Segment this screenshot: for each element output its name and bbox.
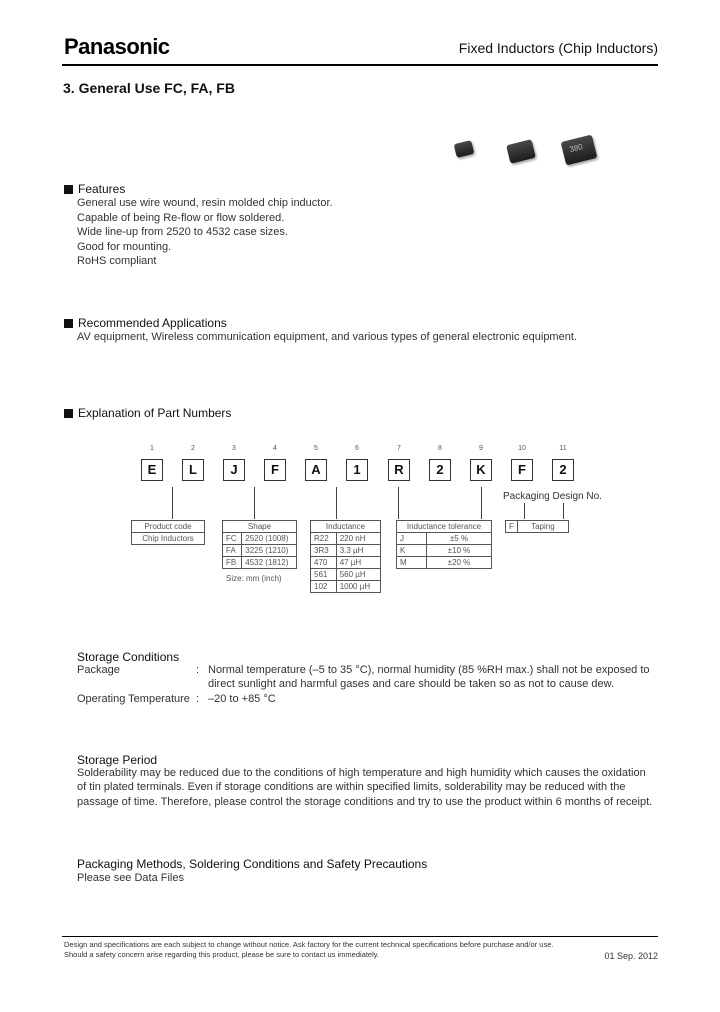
cell: 3225 (1210) (242, 545, 297, 557)
connector-line (172, 487, 173, 519)
position-number: 11 (559, 445, 567, 452)
inductance-table (310, 520, 381, 593)
part-number-char: 2 (429, 459, 451, 481)
operating-temperature-value: –20 to +85 °C (208, 693, 276, 705)
packaging-methods-heading: Packaging Methods, Soldering Conditions and Safety Precautions (77, 857, 428, 871)
shape-table (222, 520, 297, 569)
footer-disclaimer: Design and specifications are each subject to change without notice. Ask factory for the current technical specifications before purchase and/or use. (64, 940, 554, 949)
product-code-table (131, 520, 205, 545)
header-rule (62, 64, 658, 66)
position-number: 5 (314, 445, 318, 452)
section-title: 3. General Use FC, FA, FB (63, 80, 235, 96)
applications-text: AV equipment, Wireless communication equipment, and various types of general electronic equipment. (77, 331, 577, 343)
position-number: 3 (232, 445, 236, 452)
cell: FA (223, 545, 242, 557)
cell: 2520 (1008) (242, 533, 297, 545)
part-numbers-heading: Explanation of Part Numbers (64, 406, 231, 420)
product-image-fb (561, 134, 598, 165)
part-number-char: 2 (552, 459, 574, 481)
cell: 3.3 µH (336, 545, 380, 557)
part-number-char: A (305, 459, 327, 481)
position-number: 8 (438, 445, 442, 452)
connector-line (563, 503, 564, 519)
cell: J (397, 533, 427, 545)
feature-item: Capable of being Re-flow or flow soldered. (77, 211, 285, 224)
cell: FB (223, 557, 242, 569)
feature-item: Good for mounting. (77, 240, 172, 253)
cell: 1000 µH (336, 581, 380, 593)
connector-line (524, 503, 525, 519)
cell: FC (223, 533, 242, 545)
cell: 561 (311, 569, 337, 581)
part-number-char: F (511, 459, 533, 481)
part-number-char: L (182, 459, 204, 481)
document-category: Fixed Inductors (Chip Inductors) (458, 40, 658, 56)
table-header: Product code (132, 521, 205, 533)
part-number-char: E (141, 459, 163, 481)
cell: Taping (517, 521, 568, 533)
cell: R22 (311, 533, 337, 545)
package-label: Package (77, 664, 120, 676)
storage-period-heading: Storage Period (77, 753, 158, 767)
packaging-methods-text: Please see Data Files (77, 872, 184, 884)
storage-conditions-heading: Storage Conditions (77, 650, 180, 664)
cell: ±5 % (426, 533, 491, 545)
cell: Chip Inductors (132, 533, 205, 545)
connector-line (398, 487, 399, 519)
package-text-line2: direct sunlight and harmful gases and care should be taken so as not to cause dew. (208, 678, 615, 690)
footer-rule (62, 936, 658, 937)
storage-period-line: of tin plated terminals. Even if storage conditions are within specified limits, solderability may be reduced with the (77, 781, 626, 793)
cell: 102 (311, 581, 337, 593)
colon: : (196, 664, 200, 676)
cell: F (506, 521, 518, 533)
table-header: Shape (223, 521, 297, 533)
part-number-char: F (264, 459, 286, 481)
operating-temperature-label: Operating Temperature (77, 693, 190, 705)
cell: M (397, 557, 427, 569)
colon: : (196, 693, 200, 705)
connector-line (254, 487, 255, 519)
part-number-char: R (388, 459, 410, 481)
brand-logo: Panasonic (64, 34, 170, 59)
feature-item: General use wire wound, resin molded chip inductor. (77, 197, 333, 209)
part-number-char: J (223, 459, 245, 481)
storage-period-line: Solderability may be reduced due to the conditions of high temperature and high humidity which causes the oxidation (77, 767, 646, 779)
cell: 220 nH (336, 533, 380, 545)
cell: 47 µH (336, 557, 380, 569)
document-date: 01 Sep. 2012 (604, 951, 658, 961)
position-number: 6 (355, 445, 359, 452)
part-number-char: 1 (346, 459, 368, 481)
cell: ±20 % (426, 557, 491, 569)
position-number: 4 (273, 445, 277, 452)
position-number: 9 (479, 445, 483, 452)
cell: 3R3 (311, 545, 337, 557)
position-number: 2 (191, 445, 195, 452)
cell: K (397, 545, 427, 557)
storage-period-line: passage of time. Therefore, please control the storage conditions and try to use the product within 6 months of receipt. (77, 796, 653, 808)
connector-line (336, 487, 337, 519)
product-image-fc (454, 140, 475, 158)
product-image-fa (506, 139, 536, 164)
footer-safety-note: Should a safety concern arise regarding this product, please be sure to contact us immediately. (64, 950, 380, 959)
package-text-line1: Normal temperature (–5 to 35 °C), normal humidity (85 %RH max.) shall not be exposed to (208, 664, 650, 676)
packaging-design-label: Packaging Design No. (503, 491, 602, 502)
chip-marking: 380 (568, 142, 584, 155)
connector-line (481, 487, 482, 519)
tolerance-table (396, 520, 492, 569)
position-number: 1 (150, 445, 154, 452)
position-number: 10 (518, 445, 526, 452)
cell: ±10 % (426, 545, 491, 557)
shape-size-note: Size: mm (inch) (226, 574, 282, 583)
features-heading: Features (64, 182, 125, 196)
feature-item: RoHS compliant (77, 255, 157, 267)
table-header: Inductance (311, 521, 381, 533)
features-list (77, 196, 333, 269)
table-header: Inductance tolerance (397, 521, 492, 533)
cell: 470 (311, 557, 337, 569)
cell: 560 µH (336, 569, 380, 581)
cell: 4532 (1812) (242, 557, 297, 569)
feature-item: Wide line-up from 2520 to 4532 case sizes. (77, 226, 288, 238)
position-number: 7 (397, 445, 401, 452)
packaging-table (505, 520, 569, 533)
applications-heading: Recommended Applications (64, 316, 227, 330)
part-number-char: K (470, 459, 492, 481)
